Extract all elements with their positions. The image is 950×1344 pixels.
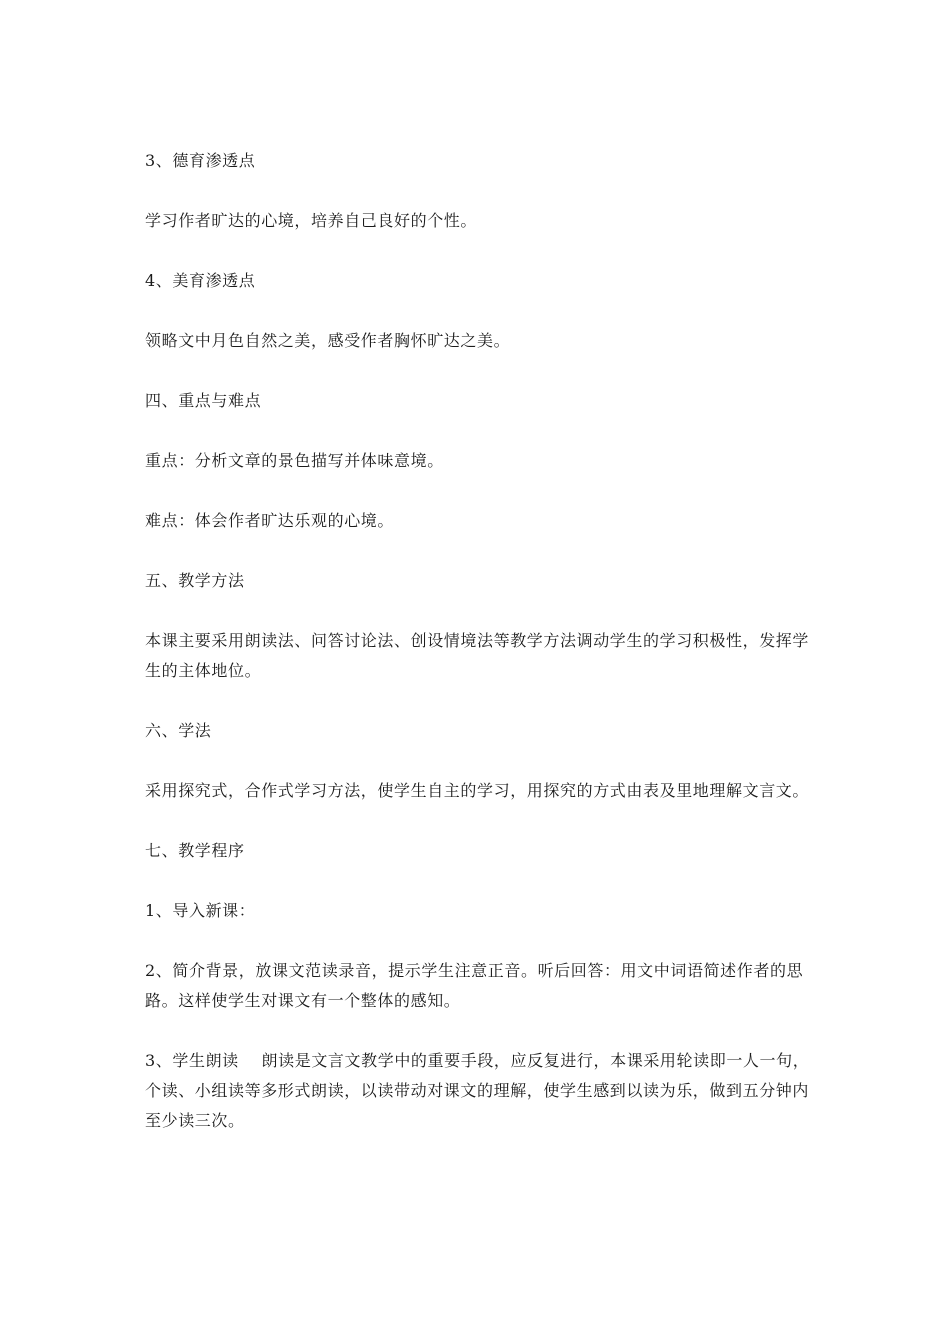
paragraph-key-point: 重点：分析文章的景色描写并体味意境。	[145, 451, 444, 470]
heading-teaching-procedure: 七、教学程序	[145, 841, 245, 860]
heading-learning-methods: 六、学法	[145, 721, 212, 740]
heading-teaching-methods: 五、教学方法	[145, 571, 245, 590]
document-page	[145, 146, 815, 1166]
heading-moral-education: 3、德育渗透点	[145, 151, 256, 170]
paragraph-learning-methods: 采用探究式，合作式学习方法，使学生自主的学习，用探究的方式由表及里地理解文言文。	[145, 781, 810, 800]
paragraph-moral-education: 学习作者旷达的心境，培养自己良好的个性。	[145, 211, 478, 230]
heading-aesthetic-education: 4、美育渗透点	[145, 271, 256, 290]
procedure-step-1: 1、导入新课：	[145, 901, 256, 920]
procedure-step-2: 2、简介背景，放课文范读录音，提示学生注意正音。听后回答：用文中词语简述作者的思路。这样使学生对课文有一个整体的感知。	[145, 961, 804, 1010]
paragraph-teaching-methods: 本课主要采用朗读法、问答讨论法、创设情境法等教学方法调动学生的学习积极性，发挥学生的主体地位。	[145, 631, 810, 680]
paragraph-difficult-point: 难点：体会作者旷达乐观的心境。	[145, 511, 395, 530]
procedure-step-3: 3、学生朗读 朗读是文言文教学中的重要手段，应反复进行，本课采用轮读即一人一句，个读、小组读等多形式朗读，以读带动对课文的理解，使学生感到以读为乐，做到五分钟内至少读三次。	[145, 1051, 810, 1130]
paragraph-aesthetic-education: 领略文中月色自然之美，感受作者胸怀旷达之美。	[145, 331, 511, 350]
heading-key-points: 四、重点与难点	[145, 391, 262, 410]
